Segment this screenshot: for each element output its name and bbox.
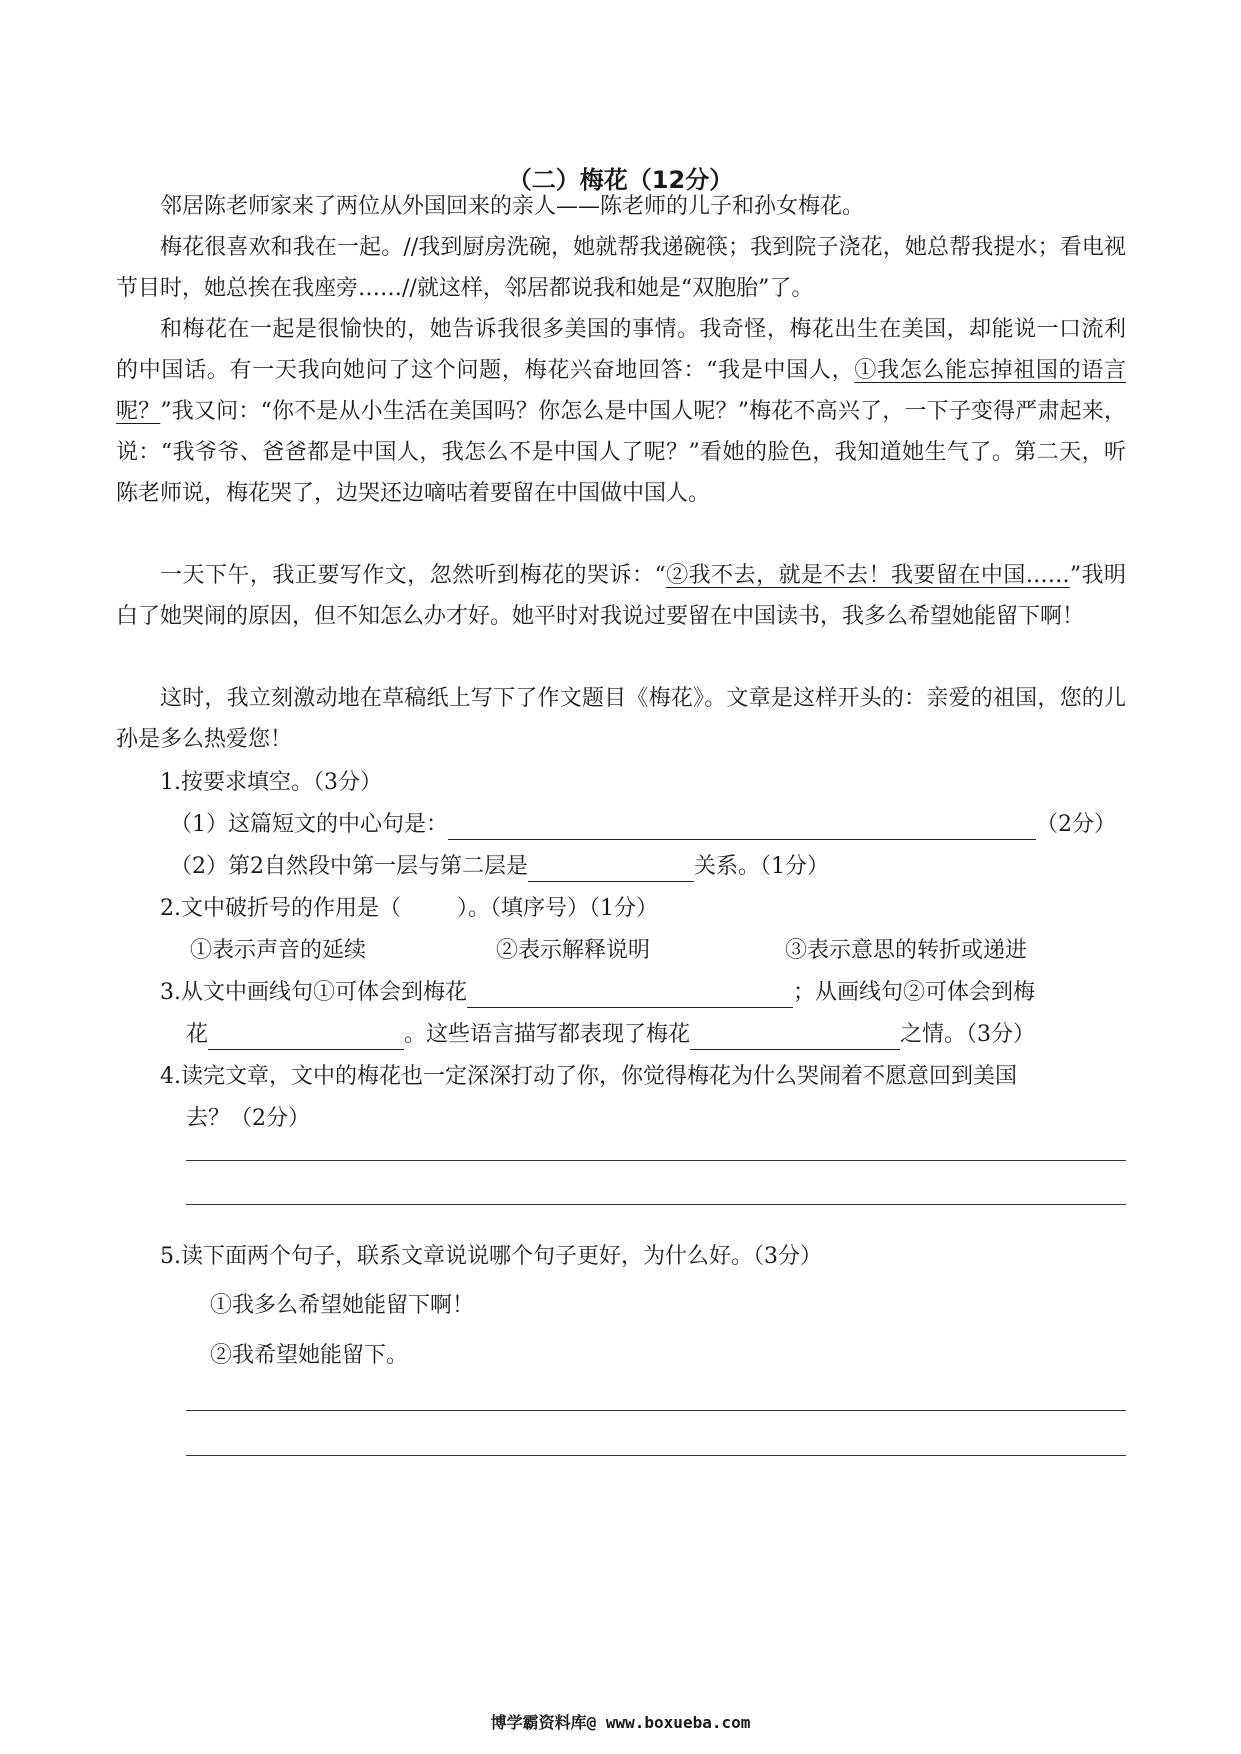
answer-line-5-1[interactable] — [186, 1410, 1126, 1411]
question-4-line-2: 去？（2分） — [186, 1106, 310, 1131]
question-3-prompt-a: 3.从文中画线句①可体会到梅花 — [160, 980, 467, 1005]
underlined-sentence-2: ②我不去，就是不去！我要留在中国…… — [665, 563, 1070, 588]
question-1-2-suffix: 关系。（1分） — [694, 854, 829, 879]
answer-line-4-1[interactable] — [186, 1160, 1126, 1161]
question-3-prompt-b: ；从画线句②可体会到梅 — [793, 980, 1036, 1005]
question-2-suffix: ）。（填序号）（1分） — [457, 896, 658, 921]
question-1: 1.按要求填空。（3分） — [160, 770, 382, 795]
question-1-2-prompt: （2）第2自然段中第一层与第二层是 — [170, 854, 528, 879]
answer-blank-1-1[interactable] — [448, 813, 1036, 840]
question-3-prompt-d: 。这些语言描写都表现了梅花 — [404, 1022, 691, 1047]
question-5-sentence-2: ②我希望她能留下。 — [210, 1343, 409, 1368]
option-2[interactable]: ②表示解释说明 — [496, 938, 651, 963]
paragraph-4-text-a: 一天下午，我正要写作文，忽然听到梅花的哭诉：“ — [160, 563, 666, 588]
option-3[interactable]: ③表示意思的转折或递进 — [785, 938, 1028, 963]
passage-paragraph-5: 这时，我立刻激动地在草稿纸上写下了作文题目《梅花》。文章是这样开头的：亲爱的祖国，您的儿孙是多么热爱您！ — [116, 686, 1126, 752]
answer-blank-3-2[interactable] — [208, 1023, 404, 1050]
footer-watermark: 博学霸资料库@ www.boxueba.com — [490, 1713, 751, 1732]
question-3-line-1 — [160, 978, 1035, 1008]
question-3-line-2 — [186, 1020, 1035, 1050]
question-2-prompt: 2.文中破折号的作用是（ — [160, 896, 401, 921]
paragraph-4-text-b: ”我明白了她哭闹的原因，但不知怎么办才好。她平时对我说过要留在中国读书，我多么希望她能留下啊！ — [116, 563, 1127, 629]
answer-line-5-2[interactable] — [186, 1455, 1126, 1456]
paragraph-3-text-b: ”我又问：“你不是从小生活在美国吗？你怎么是中国人呢？”梅花不高兴了，一下子变得严肃起来，说：“我爷爷、爸爸都是中国人，我怎么不是中国人了呢？”看她的脸色，我知道她生气了。第二天，听陈老师说，梅花哭了，边哭还边嘀咕着要留在中国做中国人。 — [116, 399, 1126, 506]
question-4-line-1: 4.读完文章，文中的梅花也一定深深打动了你，你觉得梅花为什么哭闹着不愿意回到美国 — [160, 1064, 1017, 1089]
question-1-1 — [170, 810, 1116, 840]
question-1-1-prompt: （1）这篇短文的中心句是： — [170, 812, 448, 837]
question-5: 5.读下面两个句子，联系文章说说哪个句子更好，为什么好。（3分） — [160, 1244, 822, 1269]
passage-paragraph-4 — [116, 555, 1126, 637]
question-1-1-score: （2分） — [1036, 812, 1116, 837]
underlined-sentence-1: ①我怎么能忘掉祖国的语言呢？ — [116, 358, 1126, 424]
question-5-sentence-1: ①我多么希望她能留下啊！ — [210, 1293, 475, 1318]
answer-blank-3-3[interactable] — [690, 1023, 900, 1050]
passage-paragraph-3 — [116, 309, 1126, 514]
answer-blank-3-1[interactable] — [467, 981, 793, 1008]
option-1[interactable]: ①表示声音的延续 — [190, 938, 367, 963]
question-3-prompt-e: 之情。（3分） — [900, 1022, 1036, 1047]
passage-paragraph-1: 邻居陈老师家来了两位从外国回来的亲人——陈老师的儿子和孙女梅花。 — [160, 194, 865, 219]
question-2-options — [190, 936, 1090, 966]
question-3-prompt-c: 花 — [186, 1022, 209, 1047]
section-title: （二）梅花（12分） — [507, 166, 734, 194]
answer-line-4-2[interactable] — [186, 1204, 1126, 1205]
answer-blank-1-2[interactable] — [528, 855, 694, 882]
passage-paragraph-2: 梅花很喜欢和我在一起。//我到厨房洗碗，她就帮我递碗筷；我到院子浇花，她总帮我提水；看电视节目时，她总挨在我座旁……//就这样，邻居都说我和她是“双胞胎”了。 — [116, 235, 1126, 301]
question-1-2 — [170, 852, 829, 882]
question-2 — [160, 894, 658, 924]
paragraph-3-text-a: 和梅花在一起是很愉快的，她告诉我很多美国的事情。我奇怪，梅花出生在美国，却能说一口流利的中国话。有一天我向她问了这个问题，梅花兴奋地回答：“我是中国人， — [116, 317, 1126, 383]
